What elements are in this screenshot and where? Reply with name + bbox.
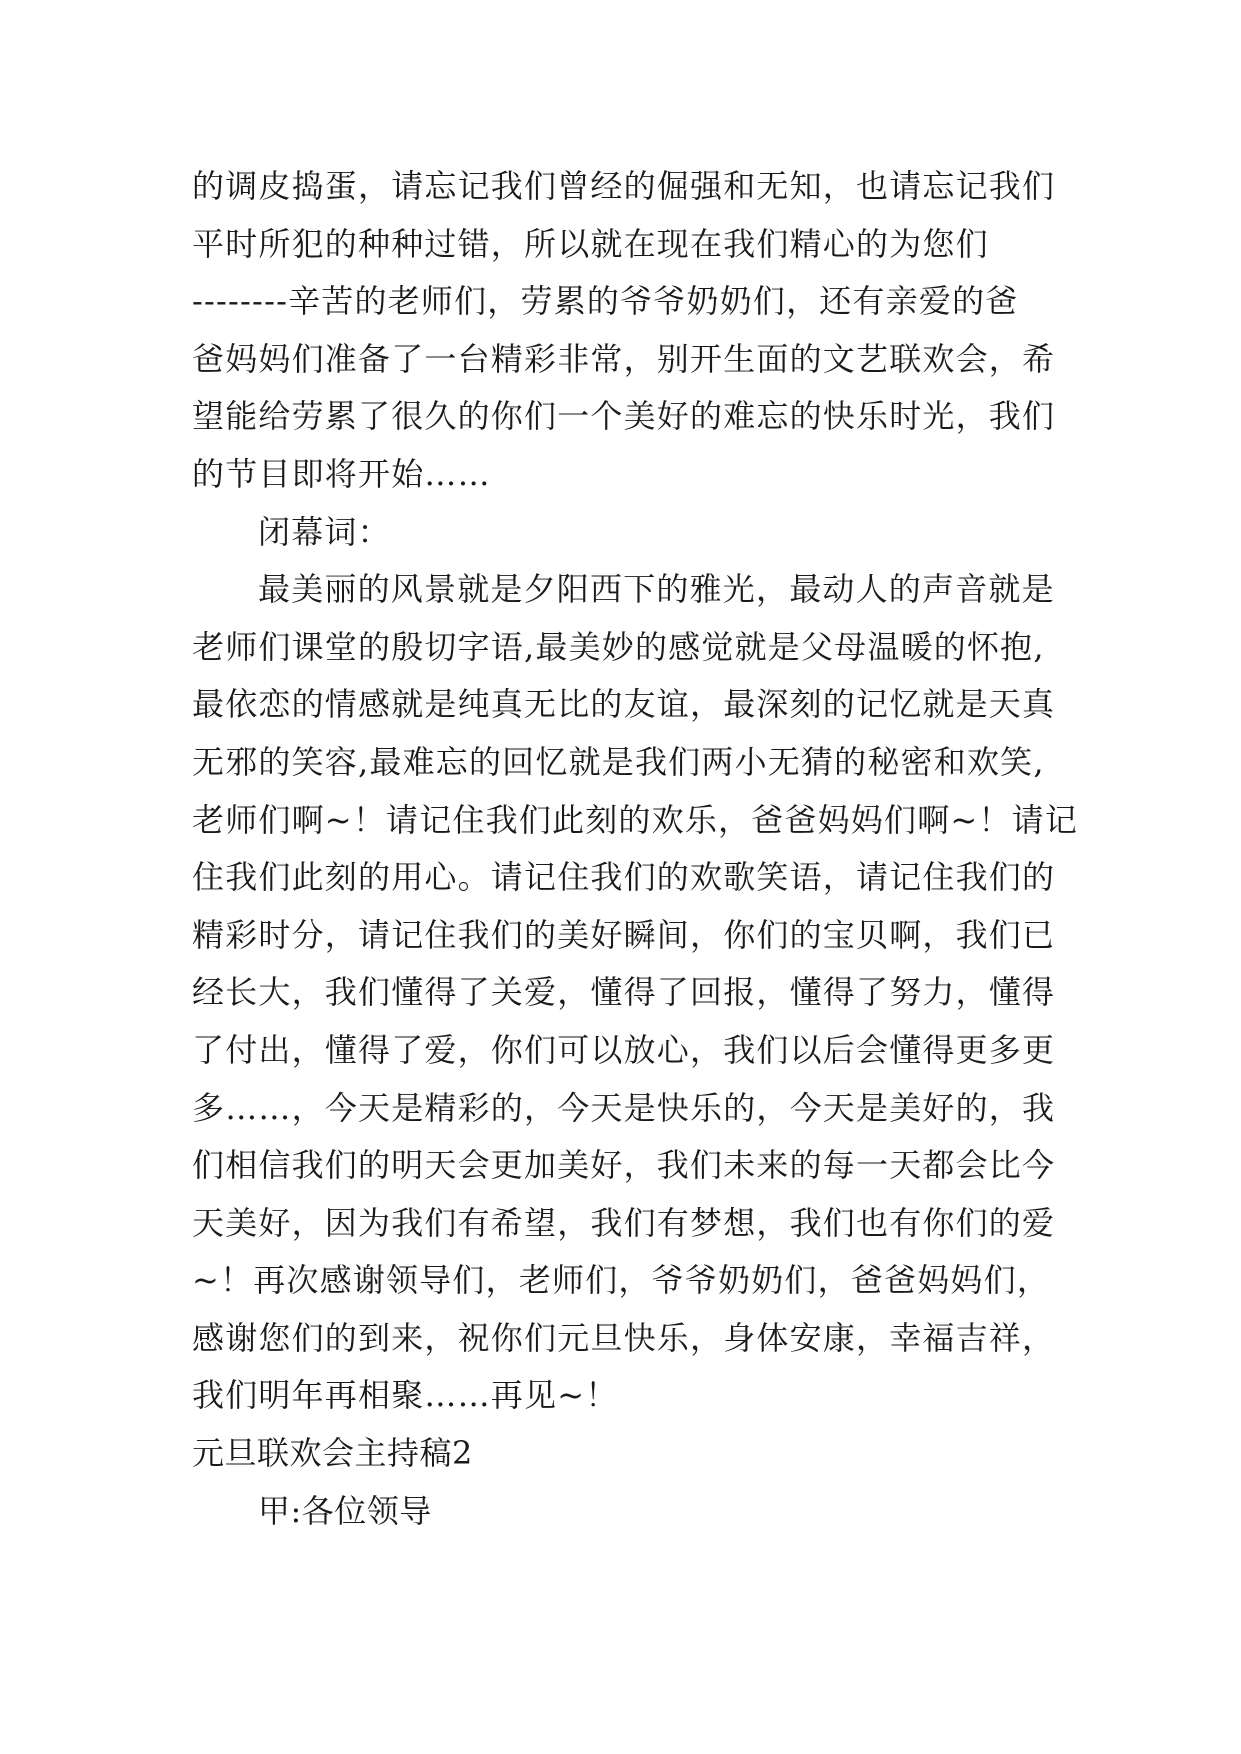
section-title: 元旦联欢会主持稿2 (192, 1434, 473, 1473)
paragraph-line: 最美丽的风景就是夕阳西下的雅光，最动人的声音就是 (258, 570, 1055, 609)
paragraph-line: 的调皮捣蛋，请忘记我们曾经的倔强和无知，也请忘记我们 (192, 167, 1056, 205)
paragraph-line: 的节目即将开始…… (192, 454, 491, 493)
paragraph-line: 爸妈妈们准备了一台精彩非常，别开生面的文艺联欢会，希 (192, 339, 1056, 378)
paragraph-line: 精彩时分，请记住我们的美好瞬间，你们的宝贝啊，我们已 (192, 915, 1056, 954)
paragraph-line: 最依恋的情感就是纯真无比的友谊，最深刻的记忆就是天真 (192, 685, 1056, 724)
paragraph-line: 老师们啊~！请记住我们此刻的欢乐，爸爸妈妈们啊~！请记 (192, 800, 1079, 839)
paragraph-line: 住我们此刻的用心。请记住我们的欢歌笑语，请记住我们的 (192, 858, 1056, 897)
paragraph-line: 经长大，我们懂得了关爱，懂得了回报，懂得了努力，懂得 (192, 973, 1056, 1012)
paragraph-line: ~！再次感谢领导们，老师们，爷爷奶奶们，爸爸妈妈们， (192, 1261, 1051, 1300)
paragraph-line: 我们明年再相聚……再见~！ (192, 1376, 619, 1415)
paragraph-line: 们相信我们的明天会更加美好，我们未来的每一天都会比今 (192, 1146, 1056, 1185)
paragraph-line: 感谢您们的到来，祝你们元旦快乐，身体安康，幸福吉祥， (192, 1318, 1056, 1357)
closing-speech-label: 闭幕词： (258, 512, 391, 551)
paragraph-line: 多……，今天是精彩的，今天是快乐的，今天是美好的，我 (192, 1088, 1056, 1127)
paragraph-line: 无邪的笑容,最难忘的回忆就是我们两小无猜的秘密和欢笑, (192, 742, 1045, 781)
paragraph-line: 天美好，因为我们有希望，我们有梦想，我们也有你们的爱 (192, 1203, 1056, 1242)
paragraph-line: 老师们课堂的殷切字语,最美妙的感觉就是父母温暖的怀抱, (192, 627, 1045, 666)
document-body (192, 158, 1079, 1540)
paragraph-line: 平时所犯的种种过错，所以就在现在我们精心的为您们 (192, 224, 989, 263)
paragraph-line: 了付出，懂得了爱，你们可以放心，我们以后会懂得更多更 (192, 1030, 1056, 1069)
paragraph-line: --------辛苦的老师们，劳累的爷爷奶奶们，还有亲爱的爸 (192, 282, 1019, 321)
paragraph-line: 望能给劳累了很久的你们一个美好的难忘的快乐时光，我们 (192, 397, 1056, 436)
speaker-line: 甲:各位领导 (258, 1491, 432, 1530)
